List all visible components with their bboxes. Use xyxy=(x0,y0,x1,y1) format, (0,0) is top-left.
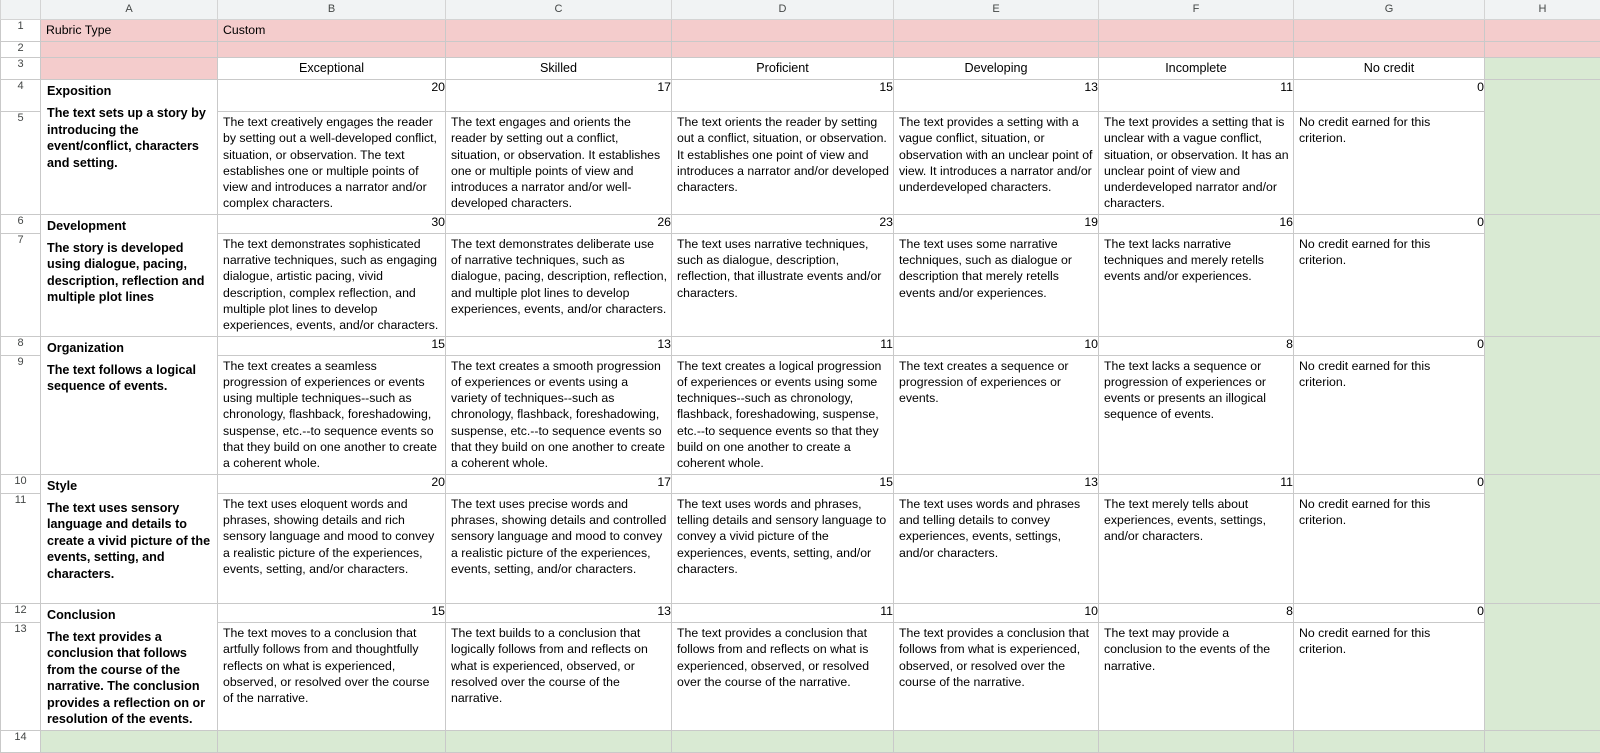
points-organization-proficient[interactable]: 11 xyxy=(672,336,894,355)
points-development-developing[interactable]: 19 xyxy=(894,214,1099,233)
column-header-g[interactable]: G xyxy=(1294,0,1485,20)
cell-f2[interactable] xyxy=(1099,42,1294,58)
cell-h3[interactable] xyxy=(1485,58,1600,80)
cell-h6[interactable] xyxy=(1485,214,1600,336)
cell-b2[interactable] xyxy=(218,42,446,58)
cell-h10[interactable] xyxy=(1485,474,1600,603)
criterion-description: The text provides a conclusion that follows from the course of the narrative. The conclusion provides a reflection on or resolution of the events. xyxy=(41,625,217,730)
points-exposition-skilled[interactable]: 17 xyxy=(446,80,672,112)
descriptor-organization-developing[interactable] xyxy=(894,355,1099,474)
points-exposition-developing[interactable]: 13 xyxy=(894,80,1099,112)
cell-b1[interactable] xyxy=(218,20,446,42)
row-header-1[interactable]: 1 xyxy=(1,20,41,42)
column-header-h[interactable]: H xyxy=(1485,0,1600,20)
criterion-description: The text follows a logical sequence of events. xyxy=(41,358,217,397)
points-organization-developing[interactable]: 10 xyxy=(894,336,1099,355)
descriptor-style-proficient[interactable] xyxy=(672,493,894,603)
criterion-name-cell-development[interactable] xyxy=(41,214,218,336)
points-development-nocredit[interactable]: 0 xyxy=(1294,214,1485,233)
criterion-descriptor-row xyxy=(1,233,1600,336)
descriptor-exposition-developing[interactable] xyxy=(894,112,1099,215)
row-header-12[interactable]: 12 xyxy=(1,603,41,622)
descriptor-conclusion-incomplete[interactable] xyxy=(1099,623,1294,731)
points-style-skilled[interactable]: 17 xyxy=(446,474,672,493)
cell-h4[interactable] xyxy=(1485,80,1600,215)
column-header-row xyxy=(1,0,1600,20)
cell-d1[interactable] xyxy=(672,20,894,42)
descriptor-organization-exceptional[interactable] xyxy=(218,355,446,474)
row-header-10[interactable]: 10 xyxy=(1,474,41,493)
column-header-e[interactable]: E xyxy=(894,0,1099,20)
points-conclusion-skilled[interactable]: 13 xyxy=(446,603,672,622)
criterion-name: Development xyxy=(41,215,217,236)
descriptor-text: The text creates a sequence or progression of experiences or events. xyxy=(894,356,1098,409)
descriptor-text: The text creates a logical progression of experiences or events using some techniques--such as chronology, flashback, foreshadowing, suspense, etc.--to sequence events so that they build on one another to create a coherent whole. xyxy=(672,356,893,474)
cell-h2[interactable] xyxy=(1485,42,1600,58)
descriptor-exposition-incomplete[interactable] xyxy=(1099,112,1294,215)
cell-h14[interactable] xyxy=(1485,730,1600,752)
level-header-exceptional[interactable]: Exceptional xyxy=(218,58,446,80)
points-development-exceptional[interactable]: 30 xyxy=(218,214,446,233)
descriptor-text: The text lacks narrative techniques and merely retells events and/or experiences. xyxy=(1099,234,1293,287)
descriptor-development-proficient[interactable] xyxy=(672,233,894,336)
descriptor-text: The text provides a setting that is unclear with a vague conflict, situation, or observation. It has an unclear point of view and underdeveloped narrator and/or characters. xyxy=(1099,112,1293,214)
points-style-developing[interactable]: 13 xyxy=(894,474,1099,493)
row-header-11[interactable]: 11 xyxy=(1,493,41,603)
criterion-name-cell-exposition[interactable] xyxy=(41,80,218,215)
descriptor-conclusion-exceptional[interactable] xyxy=(218,623,446,731)
descriptor-exposition-proficient[interactable] xyxy=(672,112,894,215)
criterion-name-cell-style[interactable] xyxy=(41,474,218,603)
descriptor-organization-proficient[interactable] xyxy=(672,355,894,474)
cell-g14[interactable] xyxy=(1294,730,1485,752)
row-header-7[interactable]: 7 xyxy=(1,233,41,336)
descriptor-development-incomplete[interactable] xyxy=(1099,233,1294,336)
points-development-incomplete[interactable]: 16 xyxy=(1099,214,1294,233)
descriptor-text: The text creates a smooth progression of experiences or events using a variety of techniques--such as chronology, flashback, foreshadowing, suspense, etc.--to sequence events so that they build on one another to create a coherent whole. xyxy=(446,356,671,474)
criterion-name: Style xyxy=(41,475,217,496)
descriptor-text: The text demonstrates sophisticated narrative techniques, such as engaging dialogue, artistic pacing, vivid description, complex reflection, and multiple plot lines to develop experiences, events, and/or characters. xyxy=(218,234,445,336)
descriptor-conclusion-skilled[interactable] xyxy=(446,623,672,731)
descriptor-organization-nocredit[interactable] xyxy=(1294,355,1485,474)
cell-b14[interactable] xyxy=(218,730,446,752)
cell-e2[interactable] xyxy=(894,42,1099,58)
descriptor-text: The text uses words and phrases, telling details and sensory language to convey a vivid picture of the experiences, events, setting, and/or characters. xyxy=(672,494,893,579)
row-header-2[interactable]: 2 xyxy=(1,42,41,58)
points-exposition-incomplete[interactable]: 11 xyxy=(1099,80,1294,112)
points-conclusion-proficient[interactable]: 11 xyxy=(672,603,894,622)
level-header-skilled[interactable]: Skilled xyxy=(446,58,672,80)
descriptor-development-nocredit[interactable] xyxy=(1294,233,1485,336)
descriptor-conclusion-developing[interactable] xyxy=(894,623,1099,731)
row-header-3[interactable]: 3 xyxy=(1,58,41,80)
points-conclusion-exceptional[interactable]: 15 xyxy=(218,603,446,622)
rubric-type-value: Custom xyxy=(218,20,445,40)
points-style-incomplete[interactable]: 11 xyxy=(1099,474,1294,493)
criterion-descriptor-row xyxy=(1,623,1600,731)
descriptor-text: No credit earned for this criterion. xyxy=(1294,494,1484,531)
descriptor-text: No credit earned for this criterion. xyxy=(1294,234,1484,271)
criterion-name: Exposition xyxy=(41,80,217,101)
points-organization-nocredit[interactable]: 0 xyxy=(1294,336,1485,355)
descriptor-development-skilled[interactable] xyxy=(446,233,672,336)
column-header-f[interactable]: F xyxy=(1099,0,1294,20)
criterion-descriptor-row xyxy=(1,493,1600,603)
points-conclusion-nocredit[interactable]: 0 xyxy=(1294,603,1485,622)
descriptor-text: The text provides a conclusion that follows from what is experienced, observed, or resolved over the course of the narrative. xyxy=(894,623,1098,692)
criterion-title-row xyxy=(1,80,1600,112)
points-style-nocredit[interactable]: 0 xyxy=(1294,474,1485,493)
criterion-title-row xyxy=(1,474,1600,493)
select-all-corner[interactable] xyxy=(1,0,41,20)
points-style-proficient[interactable]: 15 xyxy=(672,474,894,493)
descriptor-text: The text may provide a conclusion to the events of the narrative. xyxy=(1099,623,1293,676)
row-header-13[interactable]: 13 xyxy=(1,623,41,731)
descriptor-text: No credit earned for this criterion. xyxy=(1294,356,1484,393)
descriptor-conclusion-proficient[interactable] xyxy=(672,623,894,731)
descriptor-development-exceptional[interactable] xyxy=(218,233,446,336)
cell-e14[interactable] xyxy=(894,730,1099,752)
criterion-title-row xyxy=(1,214,1600,233)
criterion-description: The story is developed using dialogue, pacing, description, reflection and multiple plot lines xyxy=(41,236,217,308)
descriptor-text: The text uses narrative techniques, such as dialogue, description, reflection, that illustrate events and/or characters. xyxy=(672,234,893,303)
cell-h12[interactable] xyxy=(1485,603,1600,730)
row-header-5[interactable]: 5 xyxy=(1,112,41,215)
level-header-nocredit[interactable]: No credit xyxy=(1294,58,1485,80)
cell-d14[interactable] xyxy=(672,730,894,752)
cell-a2[interactable] xyxy=(41,42,218,58)
column-header-c[interactable]: C xyxy=(446,0,672,20)
descriptor-style-nocredit[interactable] xyxy=(1294,493,1485,603)
descriptor-text: The text uses words and phrases and telling details to convey experiences, events, settings, and/or characters. xyxy=(894,494,1098,563)
table-row xyxy=(1,730,1600,752)
descriptor-text: The text uses precise words and phrases, showing details and controlled sensory language and mood to convey a realistic picture of the experiences, events, setting, and/or characters. xyxy=(446,494,671,579)
cell-h1[interactable] xyxy=(1485,20,1600,42)
table-row xyxy=(1,42,1600,58)
cell-f14[interactable] xyxy=(1099,730,1294,752)
points-conclusion-incomplete[interactable]: 8 xyxy=(1099,603,1294,622)
descriptor-text: The text moves to a conclusion that artfully follows from and thoughtfully reflects on what is experienced, observed, or resolved over the course of the narrative. xyxy=(218,623,445,708)
points-development-skilled[interactable]: 26 xyxy=(446,214,672,233)
column-header-a[interactable]: A xyxy=(41,0,218,20)
row-header-14[interactable]: 14 xyxy=(1,730,41,752)
descriptor-style-exceptional[interactable] xyxy=(218,493,446,603)
descriptor-text: No credit earned for this criterion. xyxy=(1294,112,1484,149)
cell-f1[interactable] xyxy=(1099,20,1294,42)
level-header-incomplete[interactable]: Incomplete xyxy=(1099,58,1294,80)
level-header-row xyxy=(1,58,1600,80)
points-exposition-nocredit[interactable]: 0 xyxy=(1294,80,1485,112)
descriptor-text: The text provides a setting with a vague conflict, situation, or observation with an unclear point of view. It introduces a narrator and/or underdeveloped characters. xyxy=(894,112,1098,197)
descriptor-text: The text engages and orients the reader by setting out a conflict, situation, or observation. It establishes one or multiple points of view and introduces a narrator and/or well-developed characters. xyxy=(446,112,671,214)
criterion-name: Organization xyxy=(41,337,217,358)
criterion-descriptor-row xyxy=(1,355,1600,474)
level-header-developing[interactable]: Developing xyxy=(894,58,1099,80)
descriptor-text: The text uses eloquent words and phrases, showing details and rich sensory language and mood to convey a realistic picture of the experiences, events, setting, and/or characters. xyxy=(218,494,445,579)
criterion-title-row xyxy=(1,603,1600,622)
cell-a1[interactable] xyxy=(41,20,218,42)
descriptor-text: The text lacks a sequence or progression of experiences or events or presents an illogical sequence of events. xyxy=(1099,356,1293,425)
points-style-exceptional[interactable]: 20 xyxy=(218,474,446,493)
descriptor-style-skilled[interactable] xyxy=(446,493,672,603)
points-organization-exceptional[interactable]: 15 xyxy=(218,336,446,355)
cell-g1[interactable] xyxy=(1294,20,1485,42)
points-conclusion-developing[interactable]: 10 xyxy=(894,603,1099,622)
descriptor-text: The text merely tells about experiences, events, settings, and/or characters. xyxy=(1099,494,1293,547)
column-header-d[interactable]: D xyxy=(672,0,894,20)
cell-h8[interactable] xyxy=(1485,336,1600,474)
descriptor-text: The text creatively engages the reader by setting out a well-developed conflict, situation, or observation. The text establishes one or multiple points of view and introduces a narrator and/or complex characters. xyxy=(218,112,445,214)
level-header-proficient[interactable]: Proficient xyxy=(672,58,894,80)
descriptor-text: The text provides a conclusion that follows from and reflects on what is experienced, observed, or resolved over the course of the narrative. xyxy=(672,623,893,692)
cell-d2[interactable] xyxy=(672,42,894,58)
descriptor-development-developing[interactable] xyxy=(894,233,1099,336)
cell-c2[interactable] xyxy=(446,42,672,58)
descriptor-text: The text builds to a conclusion that logically follows from and reflects on what is experienced, observed, or resolved over the course of the narrative. xyxy=(446,623,671,708)
criterion-name-cell-organization[interactable] xyxy=(41,336,218,474)
points-exposition-exceptional[interactable]: 20 xyxy=(218,80,446,112)
cell-c14[interactable] xyxy=(446,730,672,752)
points-organization-incomplete[interactable]: 8 xyxy=(1099,336,1294,355)
criterion-descriptor-row xyxy=(1,112,1600,215)
cell-a3[interactable] xyxy=(41,58,218,80)
criterion-name-cell-conclusion[interactable] xyxy=(41,603,218,730)
descriptor-text: The text uses some narrative techniques, such as dialogue or description that merely retells events and/or experiences. xyxy=(894,234,1098,303)
points-development-proficient[interactable]: 23 xyxy=(672,214,894,233)
criterion-name: Conclusion xyxy=(41,604,217,625)
cell-a14[interactable] xyxy=(41,730,218,752)
descriptor-organization-incomplete[interactable] xyxy=(1099,355,1294,474)
criterion-description: The text sets up a story by introducing the event/conflict, characters and setting. xyxy=(41,101,217,173)
descriptor-style-developing[interactable] xyxy=(894,493,1099,603)
descriptor-exposition-nocredit[interactable] xyxy=(1294,112,1485,215)
descriptor-text: The text creates a seamless progression of experiences or events using multiple techniques--such as chronology, flashback, foreshadowing, suspense, etc.--to sequence events so that they build on one another to create a coherent whole. xyxy=(218,356,445,474)
criterion-title-row xyxy=(1,336,1600,355)
cell-c1[interactable] xyxy=(446,20,672,42)
cell-e1[interactable] xyxy=(894,20,1099,42)
row-header-6[interactable]: 6 xyxy=(1,214,41,233)
row-header-9[interactable]: 9 xyxy=(1,355,41,474)
descriptor-text: The text demonstrates deliberate use of narrative techniques, such as dialogue, pacing, description, reflection, and multiple plot lines to develop experiences, events, and/or characters. xyxy=(446,234,671,319)
descriptor-text: No credit earned for this criterion. xyxy=(1294,623,1484,660)
row-header-8[interactable]: 8 xyxy=(1,336,41,355)
descriptor-conclusion-nocredit[interactable] xyxy=(1294,623,1485,731)
descriptor-text: The text orients the reader by setting out a conflict, situation, or observation. It establishes one point of view and introduces a narrator and/or developed characters. xyxy=(672,112,893,197)
descriptor-exposition-skilled[interactable] xyxy=(446,112,672,215)
column-header-b[interactable]: B xyxy=(218,0,446,20)
row-header-4[interactable]: 4 xyxy=(1,80,41,112)
points-exposition-proficient[interactable]: 15 xyxy=(672,80,894,112)
cell-g2[interactable] xyxy=(1294,42,1485,58)
rubric-type-label: Rubric Type xyxy=(41,20,217,40)
points-organization-skilled[interactable]: 13 xyxy=(446,336,672,355)
descriptor-organization-skilled[interactable] xyxy=(446,355,672,474)
descriptor-style-incomplete[interactable] xyxy=(1099,493,1294,603)
descriptor-exposition-exceptional[interactable] xyxy=(218,112,446,215)
criterion-description: The text uses sensory language and details to create a vivid picture of the events, setting, and characters. xyxy=(41,496,217,585)
table-row xyxy=(1,20,1600,42)
